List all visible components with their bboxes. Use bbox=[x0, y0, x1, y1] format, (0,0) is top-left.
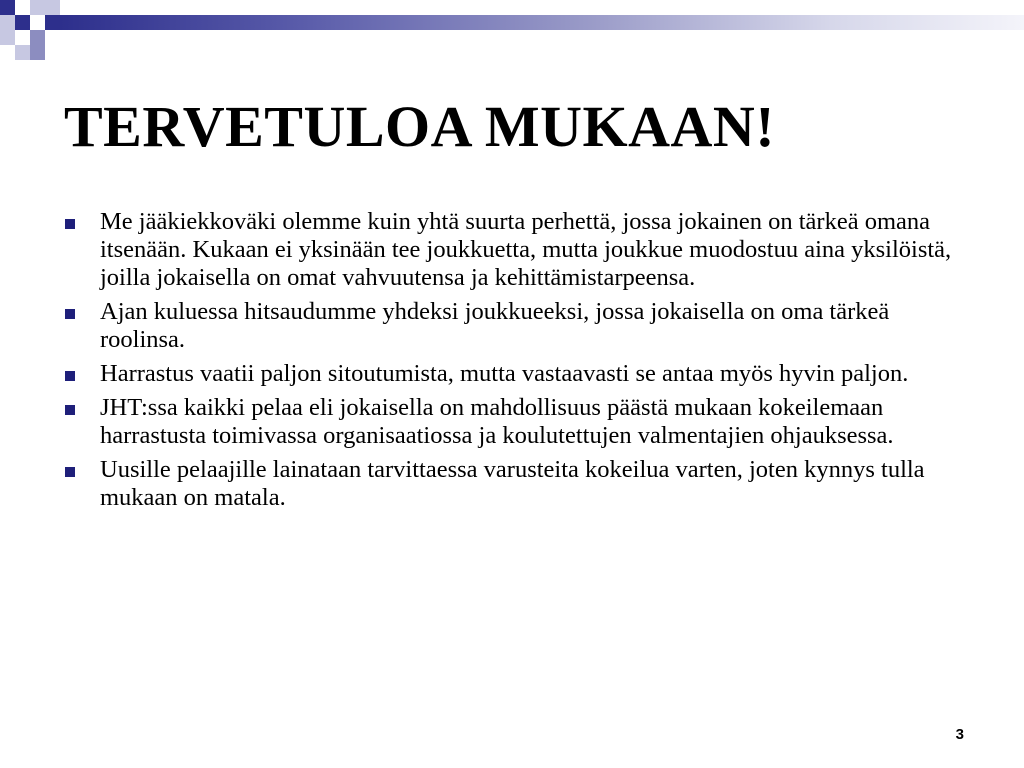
square-bullet-icon bbox=[65, 219, 75, 229]
square-bullet-icon bbox=[65, 467, 75, 477]
header-gradient-bar bbox=[60, 15, 1024, 30]
bullet-item bbox=[64, 298, 974, 354]
square-bullet-icon bbox=[65, 405, 75, 415]
deco-square bbox=[45, 0, 60, 15]
deco-square bbox=[30, 0, 45, 15]
bullet-item bbox=[64, 394, 974, 450]
bullet-item bbox=[64, 456, 974, 512]
square-bullet-icon bbox=[65, 371, 75, 381]
deco-square bbox=[15, 15, 30, 30]
deco-square bbox=[30, 30, 45, 45]
corner-decoration bbox=[0, 0, 80, 62]
deco-square bbox=[15, 0, 30, 15]
deco-square bbox=[30, 45, 45, 60]
deco-square bbox=[45, 15, 60, 30]
bullet-item bbox=[64, 208, 974, 292]
bullet-text: Ajan kuluessa hitsaudumme yhdeksi joukkueeksi, jossa jokaisella on oma tärkeä roolinsa. bbox=[100, 298, 890, 353]
deco-square bbox=[0, 30, 15, 45]
page-number: 3 bbox=[955, 726, 964, 743]
bullet-text: Uusille pelaajille lainataan tarvittaessa varusteita kokeilua varten, joten kynnys tulla mukaan on matala. bbox=[100, 456, 925, 511]
slide-title: TERVETULOA MUKAAN! bbox=[64, 94, 776, 159]
bullet-list bbox=[64, 208, 974, 518]
deco-square bbox=[15, 45, 30, 60]
bullet-text: Harrastus vaatii paljon sitoutumista, mutta vastaavasti se antaa myös hyvin paljon. bbox=[100, 360, 909, 387]
deco-square bbox=[0, 15, 15, 30]
bullet-text: Me jääkiekkoväki olemme kuin yhtä suurta perhettä, jossa jokainen on tärkeä omana itsenään. Kukaan ei yksinään tee joukkuetta, mutta joukkue muodostuu aina yksilöistä, joilla jokaisella on omat vahvuutensa ja kehittämistarpeensa. bbox=[100, 208, 952, 291]
bullet-text: JHT:ssa kaikki pelaa eli jokaisella on mahdollisuus päästä mukaan kokeilemaan harrastusta toimivassa organisaatiossa ja koulutettujen valmentajien ohjauksessa. bbox=[100, 394, 894, 449]
square-bullet-icon bbox=[65, 309, 75, 319]
bullet-item bbox=[64, 360, 974, 388]
deco-square bbox=[0, 0, 15, 15]
